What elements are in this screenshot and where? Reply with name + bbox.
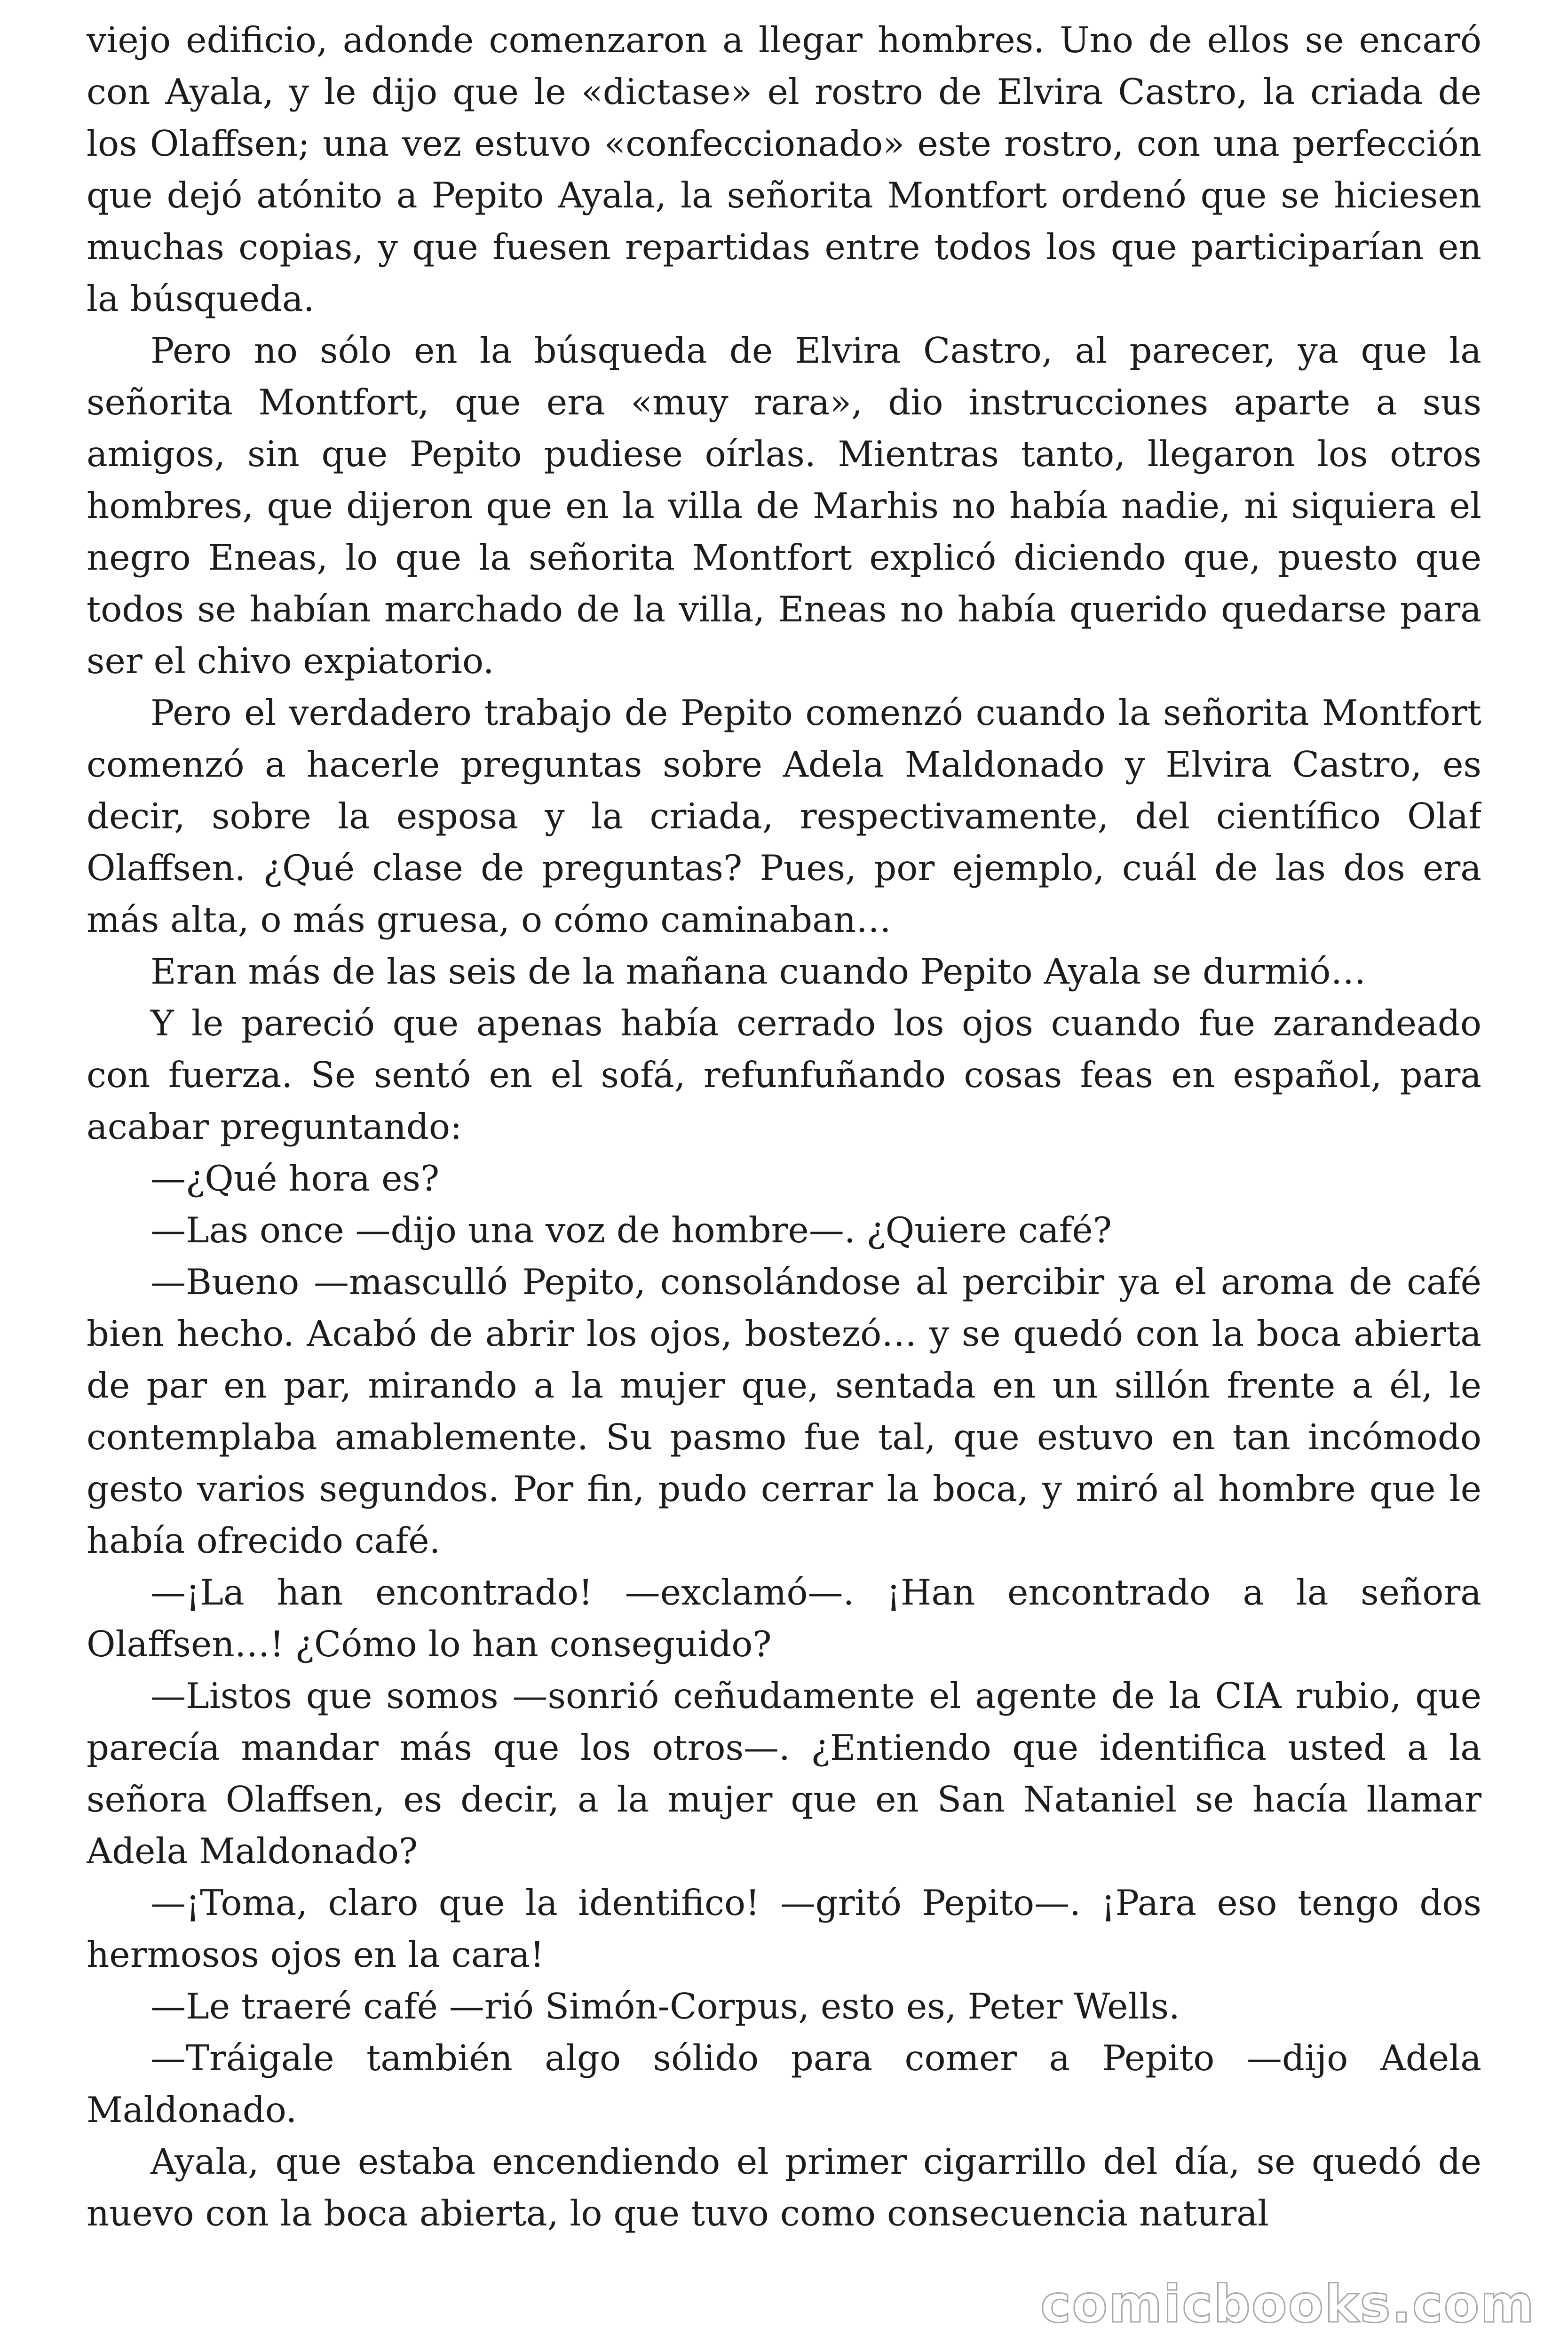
paragraph-14: Ayala, que estaba encendiendo el primer cigarrillo del día, se quedó de nuevo con la boca abierta, lo que tuvo como consecuencia natural [87,2141,1481,2234]
paragraph-10: —Listos que somos —sonrió ceñudamente el agente de la CIA rubio, que parecía mandar más que los otros—. ¿Entiendo que identifica usted a la señora Olaffsen, es decir, a la mujer que en San Nataniel se hacía llamar Adela Maldonado? [87,1675,1481,1872]
paragraph-5: Y le pareció que apenas había cerrado los ojos cuando fue zarandeado con fuerza. Se sentó en el sofá, refunfuñando cosas feas en español, para acabar preguntando: [87,1002,1481,1147]
book-page [87,14,1481,2338]
watermark-logo: comicbooks.com [1040,2274,1535,2334]
body-text [87,14,1481,2239]
paragraph-8: —Bueno —masculló Pepito, consolándose al percibir ya el aroma de café bien hecho. Acabó de abrir los ojos, bostezó… y se quedó con la boca abierta de par en par, mirando a la mujer que, sentada en un sillón frente a él, le contemplaba amablemente. Su pasmo fue tal, que estuvo en tan incómodo gesto varios segundos. Por fin, pudo cerrar la boca, y miró al hombre que le había ofrecido café. [87,1261,1481,1561]
paragraph-6: —¿Qué hora es? [150,1158,440,1199]
paragraph-13: —Tráigale también algo sólido para comer a Pepito —dijo Adela Maldonado. [87,2037,1481,2130]
paragraph-12: —Le traeré café —rió Simón-Corpus, esto es, Peter Wells. [150,1986,1180,2027]
paragraph-1: viejo edificio, adonde comenzaron a llegar hombres. Uno de ellos se encaró con Ayala, y le dijo que le «dictase» el rostro de Elvira Castro, la criada de los Olaffsen; una vez estuvo «confeccionado» este rostro, con una perfección que dejó atónito a Pepito Ayala, la señorita Montfort ordenó que se hiciesen muchas copias, y que fuesen repartidas entre todos los que participarían en la búsqueda. [87,19,1481,319]
paragraph-9: —¡La han encontrado! —exclamó—. ¡Han encontrado a la señora Olaffsen…! ¿Cómo lo han conseguido? [87,1572,1481,1665]
paragraph-4: Eran más de las seis de la mañana cuando Pepito Ayala se durmió… [150,951,1366,992]
paragraph-2: Pero no sólo en la búsqueda de Elvira Castro, al parecer, ya que la señorita Montfort, que era «muy rara», dio instrucciones aparte a sus amigos, sin que Pepito pudiese oírlas. Mientras tanto, llegaron los otros hombres, que dijeron que en la villa de Marhis no había nadie, ni siquiera el negro Eneas, lo que la señorita Montfort explicó diciendo que, puesto que todos se habían marchado de la villa, Eneas no había querido quedarse para ser el chivo expiatorio. [87,330,1481,682]
paragraph-7: —Las once —dijo una voz de hombre—. ¿Quiere café? [150,1209,1112,1251]
paragraph-11: —¡Toma, claro que la identifico! —gritó Pepito—. ¡Para eso tengo dos hermosos ojos en la cara! [87,1882,1481,1975]
paragraph-3: Pero el verdadero trabajo de Pepito comenzó cuando la señorita Montfort comenzó a hacerle preguntas sobre Adela Maldonado y Elvira Castro, es decir, sobre la esposa y la criada, respectivamente, del científico Olaf Olaffsen. ¿Qué clase de preguntas? Pues, por ejemplo, cuál de las dos era más alta, o más gruesa, o cómo caminaban… [87,692,1481,940]
